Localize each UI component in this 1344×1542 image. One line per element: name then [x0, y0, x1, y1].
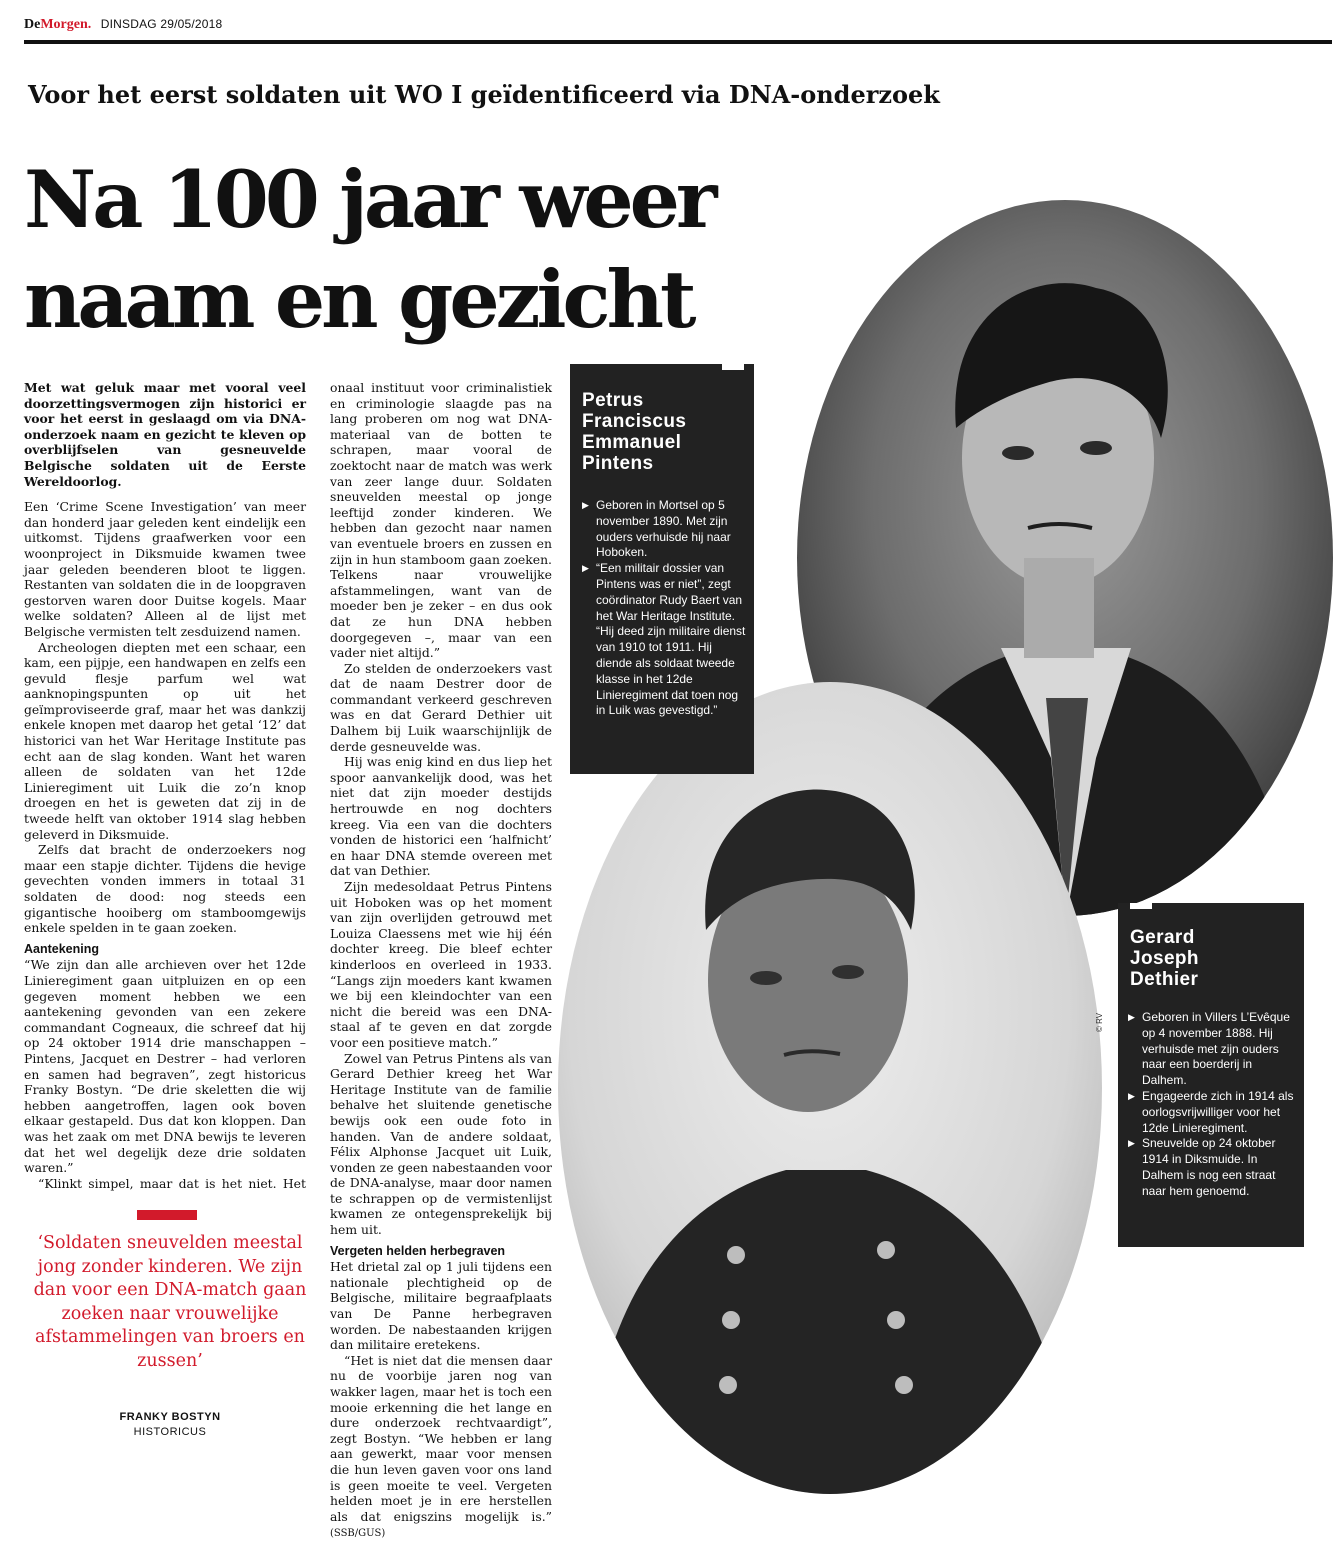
article-paragraph-text: “Het is niet dat die mensen daar nu de voorbije jaren nog van wakker lagen, maar het is toch een mooie erkenning die het lange en dure onderzoek rechtvaardigt”, zegt Bostyn. “We hebben er lang aan gewerkt, maar voor mensen die hun leven gaven voor ons land is geen moeite te veel. Vergeten helden moet je in ere herstellen als dat enigszins mogelijk is.”	[330, 1352, 552, 1524]
article-paragraph	[330, 1353, 552, 1542]
quote-accent-bar	[137, 1210, 197, 1220]
headline-line-1: Na 100 jaar weer	[24, 153, 714, 246]
article-paragraph: onaal instituut voor criminalistiek en criminologie slaagde pas na lang proberen om nog wat DNA-materiaal van de botten te schrapen, maar vooral de zoektocht naar de match was werk van zeer lange duur. Soldaten sneuvelden meestal op jonge leeftijd zonder kinderen. We hebben dan gezocht naar namen van eventuele broers en zussen en zijn in hun stamboom gaan zoeken. Telkens naar vrouwelijke afstammelingen, want van de moeder ben je zeker – en dus ook dat ze hun DNA hebben doorgegeven –, maar van een vader niet altijd.”	[330, 380, 552, 661]
kicker: Voor het eerst soldaten uit WO I geïdentificeerd via DNA-onderzoek	[28, 80, 940, 109]
subheading-aantekening: Aantekening	[24, 941, 100, 956]
fact-item: ▶ Sneuvelde op 24 oktober 1914 in Diksmuide. In Dalhem is nog een straat naar hem genoemd.	[1128, 1136, 1294, 1199]
fact-item: ▶ Geboren in Mortsel op 5 november 1890. Met zijn ouders verhuisde hij naar Hoboken.	[582, 498, 747, 561]
article-paragraph: “We zijn dan alle archieven over het 12de Linieregiment gaan uitpluizen en op een gegeven moment hebben we een aantekening gevonden van een zekere commandant Cogneaux, die schreef dat hij op 24 oktober 1914 drie manschappen – Pintens, Jacquet en Destrer – had verloren en samen had begraven”, zegt historicus Franky Bostyn. “De drie skeletten die wij hebben aangetroffen, lagen ook boven elkaar gestapeld. Dus dat kon kloppen. Dan was het zaak om met DNA bewijs te leveren dat het wel degelijk deze drie soldaten waren.”	[24, 957, 306, 1176]
infobox-name	[1130, 927, 1199, 990]
article-paragraph: Hij was enig kind en dus liep het spoor aanvankelijk dood, was het niet dat zijn moeder destijds hertrouwde en nog dochters kreeg. Via een van die dochters vonden de historici een ‘halfnicht’ en haar DNA stemde overeen met dat van Dethier.	[330, 754, 552, 879]
fact-item: ▶ Engageerde zich in 1914 als oorlogsvrijwilliger voor het 12de Linieregiment.	[1128, 1089, 1294, 1136]
photo-credit: © RV	[1095, 1012, 1105, 1033]
brand-morgen: Morgen.	[40, 17, 92, 32]
headline	[24, 150, 714, 350]
infobox-facts	[582, 498, 747, 719]
fact-item: ▶ “Een militair dossier van Pintens was er niet”, zegt coördinator Rudy Baert van het War Heritage Institute. “Hij deed zijn militaire dienst van 1910 tot 1911. Hij diende als soldaat tweede klasse in het 12de Linieregiment dat toen nog in Luik was gevestigd.”	[582, 561, 747, 719]
name-line: Pintens	[582, 453, 654, 474]
subheading-vergeten-helden: Vergeten helden herbegraven	[330, 1243, 506, 1258]
name-line: Joseph	[1130, 948, 1199, 969]
photo-dethier	[556, 680, 1104, 1496]
name-line: Franciscus	[582, 411, 687, 432]
article-intro: Met wat geluk maar met vooral veel doorzettingsvermogen zijn historici er voor het eerst in geslaagd om via DNA-onderzoek naam en gezicht te kleven op overblijfselen van gesneuvelde Belgische soldaten uit de Eerste Wereldoorlog.	[24, 380, 306, 489]
article-paragraph: Zo stelden de onderzoekers vast dat de naam Destrer door de commandant verkeerd geschreven was en dat Gerard Dethier uit Dalhem bij Luik waarschijnlijk de derde gesneuvelde was.	[330, 660, 552, 754]
name-line: Gerard	[1130, 927, 1195, 948]
infobox-pintens	[570, 364, 754, 774]
signature: (SSB/GUS)	[330, 1528, 386, 1540]
article-paragraph: Zelfs dat bracht de onderzoekers nog maar een stapje dichter. Tijdens die hevige gevechten vonden immers in totaal 31 soldaten de dood: nog steeds een gigantische hooiberg om stamboomgewijs enkele spelden in te gaan zoeken.	[24, 842, 306, 936]
infobox-facts	[1128, 1010, 1294, 1200]
article-paragraph: Het drietal zal op 1 juli tijdens een nationale plechtigheid op de Belgische, militaire begraafplaats van De Panne herbegraven worden. De nabestaanden krijgen dan militaire eretekens.	[330, 1259, 552, 1353]
article-column-2	[330, 380, 552, 1542]
name-line: Petrus	[582, 390, 644, 411]
brand-de: De	[24, 17, 41, 32]
article-paragraph: “Klinkt simpel, maar dat is het niet. Het	[38, 1175, 306, 1191]
quote-author: FRANKY BOSTYN	[119, 1411, 221, 1423]
fact-item: ▶ Geboren in Villers L’Evêque op 4 november 1888. Hij verhuisde met zijn ouders naar een boerderij in Dalhem.	[1128, 1010, 1294, 1089]
article-column-1	[24, 380, 306, 1192]
infobox-name	[582, 390, 686, 474]
infobox-accent	[722, 364, 744, 370]
article-paragraph: Zowel van Petrus Pintens als van Gerard Dethier kreeg het War Heritage Institute van de familie behalve het sluitende genetische bewijs ook een oude foto in handen. Van de andere soldaat, Félix Alphonse Jacquet uit Luik, vonden ze geen nabestaanden voor de DNA-analyse, maar door namen te schrappen op de vermistenlijst kwamen ze ontegensprekelijk bij hem uit.	[330, 1050, 552, 1238]
article-paragraph: Een ‘Crime Scene Investigation’ van meer dan honderd jaar geleden kent eindelijk een uitkomst. Tijdens graafwerken voor een woonproject in Diksmuide kwamen twee jaar geleden beenderen bloot te liggen. Restanten van soldaten die in de loopgraven gestorven waren door Duitse kogels. Maar welke soldaten? Alleen al de lijst met Belgische vermisten telt zesduizend namen.	[24, 499, 306, 639]
name-line: Emmanuel	[582, 432, 682, 453]
name-line: Dethier	[1130, 969, 1199, 990]
issue-date: DINSDAG 29/05/2018	[100, 17, 223, 31]
quote-author-role: HISTORICUS	[133, 1426, 207, 1438]
masthead-rule	[24, 40, 1332, 44]
article-paragraph: Zijn medesoldaat Petrus Pintens uit Hoboken was op het moment van zijn overlijden getrouwd met Louiza Claessens met wie hij één dochter kreeg. Die bleef echter kinderloos en overleed in 1933. “Langs zijn moeders kant kwamen we bij een kleindochter van een nicht die bereid was een DNA-staal af te geven en dat zorgde voor een positieve match.”	[330, 879, 552, 1050]
article-paragraph: Archeologen diepten met een schaar, een kam, een pijpje, een handwapen en zelfs een gevuld flesje parfum wel wat aanknopingspunten op uit het geïmproviseerde graf, maar het was dankzij enkele knopen met daarop het getal ‘12’ dat historici van het War Heritage Institute pas echt aan de slag konden. Want het waren alleen de soldaten van het 12de Linieregiment uit Luik die zo’n knop droegen en het is geweten dat zij in de tweede helft van oktober 1914 slag hebben geleverd in Diksmuide.	[24, 639, 306, 842]
infobox-accent	[1130, 903, 1152, 909]
masthead	[24, 17, 222, 33]
headline-line-2: naam en gezicht	[24, 253, 693, 346]
infobox-dethier	[1118, 903, 1304, 1247]
pull-quote: ‘Soldaten sneuvelden meestal jong zonder kinderen. We zijn dan voor een DNA-match gaan zoeken naar vrouwelijke afstammelingen van broers en zussen’	[33, 1233, 307, 1371]
